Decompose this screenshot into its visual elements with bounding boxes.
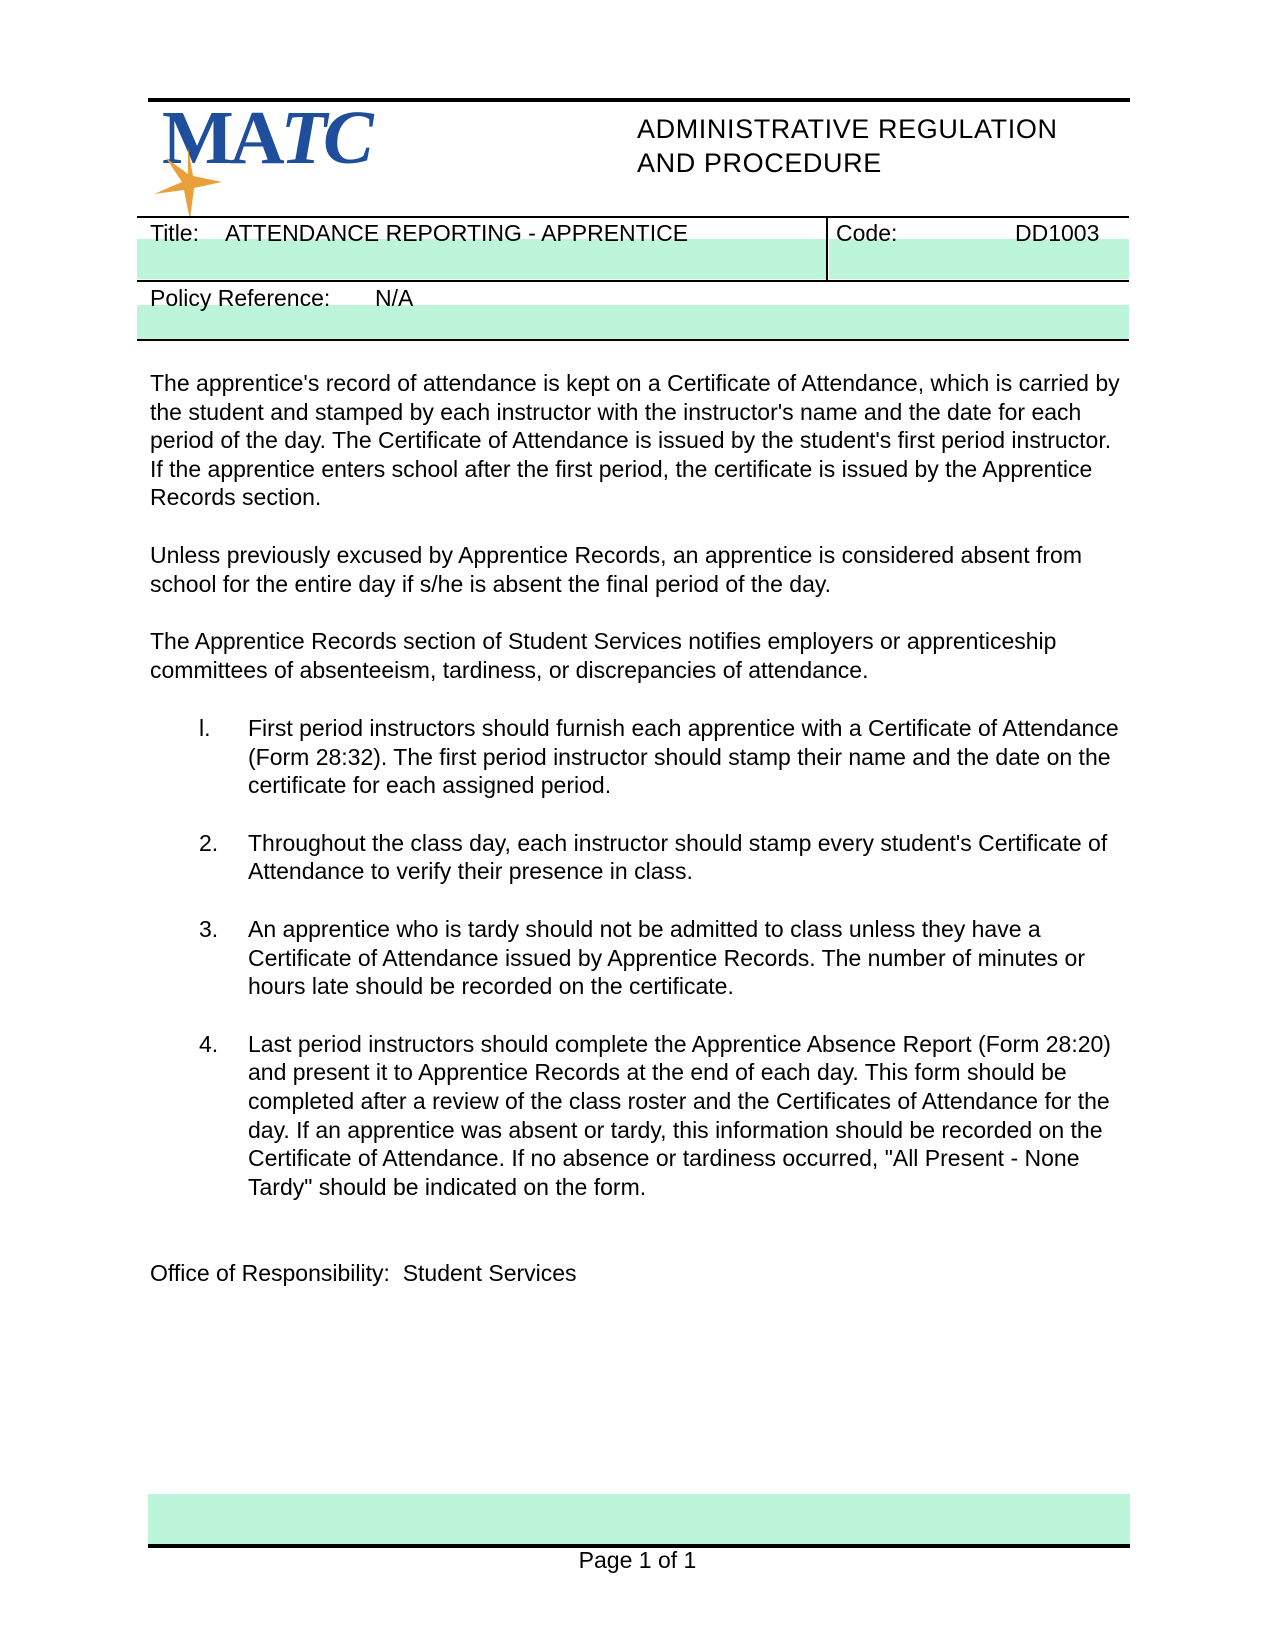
title-row-top-rule bbox=[137, 216, 1129, 218]
step-item bbox=[150, 829, 1130, 886]
document-type-heading bbox=[637, 112, 1097, 180]
step-number: 4. bbox=[199, 1030, 219, 1057]
policy-row-top-rule bbox=[137, 280, 1129, 282]
title-label: Title: bbox=[150, 220, 199, 246]
heading-line-2: AND PROCEDURE bbox=[637, 148, 882, 178]
paragraph-absence-rule: Unless previously excused by Apprentice Records, an apprentice is considered absent from school for the entire day if s/he is absent the final period of the day. bbox=[150, 541, 1082, 597]
step-item bbox=[150, 915, 1130, 1001]
policy-row-bottom-rule bbox=[137, 339, 1129, 341]
step-text: Last period instructors should complete the Apprentice Absence Report (Form 28:20) and present it to Apprentice Records at the end of each day. This form should be completed after a review of the class roster and the Certificates of Attendance for the day. If an apprentice was absent or tardy, this information should be recorded on the Certificate of Attendance. If no absence or tardiness occurred, "All Present - None Tardy" should be indicated on the form. bbox=[248, 1030, 1111, 1200]
step-number: 3. bbox=[199, 915, 219, 942]
policy-label: Policy Reference: bbox=[150, 285, 331, 311]
office-label: Office of Responsibility: bbox=[150, 1260, 390, 1286]
heading-line-1: ADMINISTRATIVE REGULATION bbox=[637, 114, 1058, 144]
step-item bbox=[150, 1030, 1130, 1202]
matc-logo bbox=[148, 96, 370, 212]
body-text bbox=[150, 369, 1130, 713]
code-label: Code: bbox=[836, 220, 898, 246]
office-of-responsibility bbox=[150, 1259, 577, 1287]
logo-ma: MA bbox=[162, 96, 281, 180]
step-text: First period instructors should furnish each apprentice with a Certificate of Attendance (Form 28:32). The first period instructor should stamp their name and the date on the certificate for each assigned period. bbox=[248, 715, 1119, 799]
star-icon bbox=[152, 148, 224, 220]
paragraph-attendance-record: The apprentice's record of attendance is kept on a Certificate of Attendance, which is carried by the student and stamped by each instructor with the instructor's name and the date for each period of the day. The Certificate of Attendance is issued by the student's first period instructor. If the apprentice enters school after the first period, the certificate is issued by the Apprentice Records section. bbox=[150, 370, 1120, 511]
page-number: Page 1 of 1 bbox=[578, 1547, 697, 1573]
footer-highlight bbox=[148, 1494, 1130, 1544]
title-code-divider bbox=[826, 216, 828, 281]
policy-value: N/A bbox=[375, 285, 414, 311]
procedure-steps bbox=[150, 714, 1130, 1230]
step-number: 2. bbox=[199, 829, 219, 856]
title-value: ATTENDANCE REPORTING - APPRENTICE bbox=[225, 220, 689, 246]
logo-tc: TC bbox=[280, 96, 370, 180]
code-value: DD1003 bbox=[1015, 220, 1100, 246]
step-number: l. bbox=[199, 715, 211, 741]
office-value: Student Services bbox=[402, 1260, 577, 1286]
step-text: An apprentice who is tardy should not be admitted to class unless they have a Certificate of Attendance issued by Apprentice Records. The number of minutes or hours late should be recorded on the certificate. bbox=[248, 915, 1085, 1000]
step-text: Throughout the class day, each instructor should stamp every student's Certificate of Attendance to verify their presence in class. bbox=[248, 829, 1108, 885]
paragraph-notification: The Apprentice Records section of Student Services notifies employers or apprenticeship committees of absenteeism, tardiness, or discrepancies of attendance. bbox=[150, 628, 1057, 683]
step-item bbox=[150, 714, 1130, 800]
